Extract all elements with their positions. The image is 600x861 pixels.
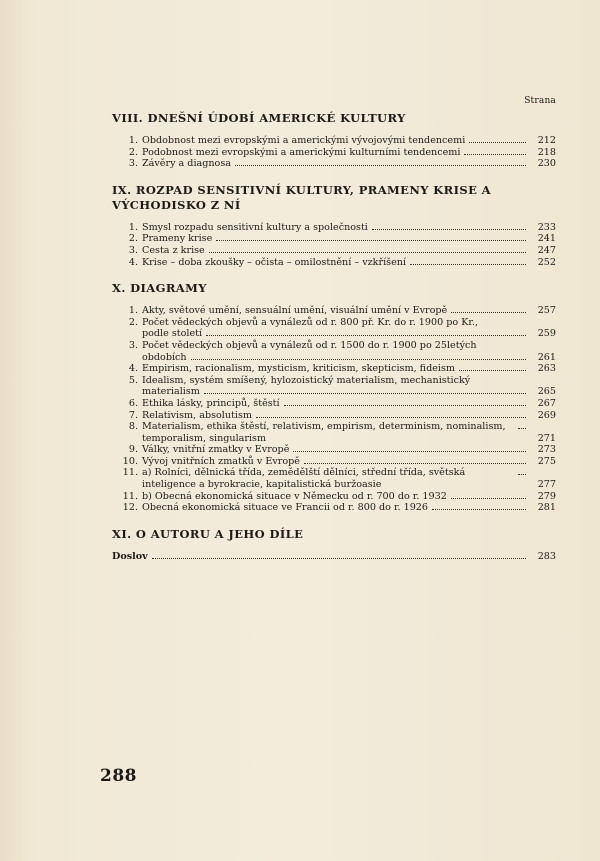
leader-dots bbox=[293, 450, 526, 452]
entry-title-line: obdobích bbox=[142, 351, 187, 363]
entry-title: Relativism, absolutism bbox=[142, 409, 252, 421]
entry-page: 267 bbox=[537, 397, 556, 409]
leader-dots bbox=[206, 334, 526, 336]
entry-title: Materialism, ethika štěstí, relativism, empirism, determinism, nominalism, temporalism, singularism bbox=[142, 421, 506, 444]
entry-title: Smysl rozpadu sensitivní kultury a společnosti bbox=[142, 221, 368, 233]
entry-page: 281 bbox=[537, 502, 556, 514]
entry-number: 4. bbox=[128, 363, 138, 375]
leader-dots bbox=[451, 311, 526, 313]
entry-page: 212 bbox=[537, 135, 556, 146]
leader-dots bbox=[451, 497, 526, 499]
chapter-heading: IX. ROZPAD SENSITIVNÍ KULTURY, PRAMENY KRISE A VÝCHODISKO Z NÍ bbox=[112, 182, 491, 212]
leader-dots bbox=[304, 462, 526, 464]
chapter-heading: X. DIAGRAMY bbox=[112, 281, 207, 296]
entry-title-line: materialism bbox=[142, 386, 200, 398]
toc-entry bbox=[112, 421, 556, 444]
leader-dots bbox=[216, 239, 526, 241]
toc-entry bbox=[112, 158, 556, 170]
entry-title-line: Idealism, systém smíšený, hylozoistický materialism, mechanistický bbox=[142, 374, 471, 386]
entry-page: 252 bbox=[537, 256, 556, 268]
toc-entry bbox=[112, 245, 556, 257]
entry-number: 2. bbox=[128, 233, 138, 245]
entry-number: 11. bbox=[122, 490, 138, 502]
entry-page: 275 bbox=[537, 455, 556, 467]
leader-dots bbox=[459, 369, 526, 371]
page-number: 288 bbox=[100, 766, 137, 786]
entry-title: b) Obecná ekonomická situace v Německu od r. 700 do r. 1932 bbox=[142, 490, 447, 502]
leader-dots bbox=[204, 392, 526, 394]
entry-title: Vývoj vnitřních zmatků v Evropě bbox=[142, 455, 300, 467]
toc-entry bbox=[112, 147, 556, 159]
entry-page: 233 bbox=[537, 221, 556, 233]
entry-number: 2. bbox=[128, 316, 138, 328]
toc-entry bbox=[112, 257, 556, 269]
toc-entry bbox=[112, 502, 556, 514]
leader-dots bbox=[152, 557, 526, 559]
entry-number: 5. bbox=[128, 374, 138, 386]
entry-number: 4. bbox=[128, 256, 138, 268]
toc-entry bbox=[112, 467, 556, 490]
entry-page: 283 bbox=[537, 550, 556, 562]
entry-number: 9. bbox=[128, 444, 138, 456]
entry-title-line: podle století bbox=[142, 328, 203, 340]
entry-number: 11. bbox=[122, 467, 138, 479]
entry-title: Ethika lásky, principů, štěstí bbox=[142, 397, 280, 409]
entry-title: Doslov bbox=[112, 550, 148, 562]
entry-number: 2. bbox=[128, 146, 138, 158]
toc-entry bbox=[112, 135, 556, 147]
toc-entry bbox=[112, 444, 556, 456]
entry-number: 8. bbox=[128, 421, 138, 433]
table-of-contents bbox=[112, 111, 556, 562]
leader-dots bbox=[410, 263, 526, 265]
entry-page: 259 bbox=[537, 328, 556, 340]
entry-page: 261 bbox=[537, 351, 556, 363]
entry-title: Prameny krise bbox=[142, 233, 213, 245]
entry-page: 273 bbox=[537, 444, 556, 456]
entry-title: Cesta z krise bbox=[142, 244, 205, 256]
leader-dots bbox=[256, 416, 526, 418]
entry-page: 265 bbox=[537, 386, 556, 398]
entry-page: 277 bbox=[537, 479, 556, 491]
entry-title: Závěry a diagnosa bbox=[142, 158, 231, 170]
toc-entry bbox=[112, 233, 556, 245]
leader-dots bbox=[518, 427, 526, 429]
entry-number: 3. bbox=[128, 339, 138, 351]
entry-number: 1. bbox=[128, 305, 138, 317]
leader-dots bbox=[284, 404, 526, 406]
entry-title: Obecná ekonomická situace ve Francii od r. 800 do r. 1926 bbox=[142, 502, 429, 514]
leader-dots bbox=[518, 473, 526, 475]
entry-page: 257 bbox=[537, 305, 556, 317]
leader-dots bbox=[191, 358, 526, 360]
entry-page: 279 bbox=[537, 490, 556, 502]
toc-entry bbox=[112, 363, 556, 375]
entry-title-line: Počet vědeckých objevů a vynálezů od r. 1500 do r. 1900 po 25letých bbox=[142, 339, 477, 351]
entry-number: 1. bbox=[128, 221, 138, 233]
entry-title: Podobnost mezi evropskými a americkými kulturními tendencemi bbox=[142, 146, 461, 158]
entry-page: 271 bbox=[537, 432, 556, 444]
entry-page: 247 bbox=[537, 244, 556, 256]
leader-dots bbox=[469, 141, 526, 143]
toc-entry bbox=[112, 375, 556, 398]
entry-title: Empirism, racionalism, mysticism, kriticism, skepticism, fideism bbox=[142, 363, 455, 375]
toc-entry bbox=[112, 398, 556, 410]
chapter-heading: XI. O AUTORU A JEHO DÍLE bbox=[112, 526, 304, 541]
leader-dots bbox=[464, 153, 526, 155]
toc-entry bbox=[112, 491, 556, 503]
toc-entry bbox=[112, 317, 556, 340]
toc-entry bbox=[112, 340, 556, 363]
entry-number: 12. bbox=[122, 502, 138, 514]
leader-dots bbox=[235, 164, 526, 166]
entry-title: Obdobnost mezi evropskými a americkými vývojovými tendencemi bbox=[142, 135, 466, 146]
entry-title-line: Počet vědeckých objevů a vynálezů od r. 800 př. Kr. do r. 1900 po Kr., bbox=[142, 316, 479, 328]
leader-dots bbox=[432, 508, 526, 510]
entry-title: Akty, světové umění, sensuální umění, visuální umění v Evropě bbox=[142, 305, 448, 317]
leader-dots bbox=[209, 251, 526, 253]
toc-entry bbox=[112, 410, 556, 422]
entry-number: 7. bbox=[128, 409, 138, 421]
entry-number: 3. bbox=[128, 244, 138, 256]
entry-title: Krise – doba zkoušky – očista – omilostnění – vzkříšení bbox=[142, 256, 406, 268]
toc-entry bbox=[112, 456, 556, 468]
entry-number: 10. bbox=[122, 455, 138, 467]
entry-number: 1. bbox=[128, 135, 138, 146]
entry-page: 269 bbox=[537, 409, 556, 421]
entry-number: 3. bbox=[128, 158, 138, 170]
entry-title: a) Rolníci, dělnická třída, zemědělští dělníci, střední třída, světská inteligence a byrokracie, kapitalistická buržoasie bbox=[142, 467, 466, 491]
toc-entry bbox=[112, 551, 556, 563]
entry-page: 218 bbox=[537, 146, 556, 158]
entry-page: 230 bbox=[537, 158, 556, 170]
toc-entry bbox=[112, 305, 556, 317]
entry-page: 241 bbox=[537, 233, 556, 245]
entry-number: 6. bbox=[128, 397, 138, 409]
page-column-header: Strana bbox=[524, 96, 556, 106]
leader-dots bbox=[372, 228, 526, 230]
entry-title: Války, vnitřní zmatky v Evropě bbox=[142, 444, 290, 456]
entry-page: 263 bbox=[537, 363, 556, 375]
toc-entry bbox=[112, 222, 556, 234]
chapter-heading: VIII. DNEŠNÍ ÚDOBÍ AMERICKÉ KULTURY bbox=[112, 111, 406, 125]
